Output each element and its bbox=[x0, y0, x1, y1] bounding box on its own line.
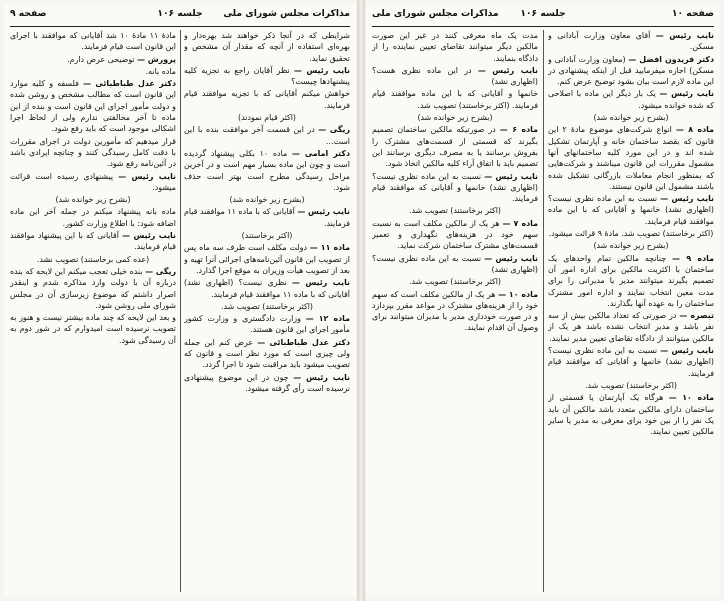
paragraph-text: در صورتی که تعداد مالکین بیش از سه نفر باشد و مدیر انتخاب نشده باشد هر یک از مالکین میتوانند از دادگاه تقاضای تعیین مدیر نمایند. bbox=[548, 311, 714, 343]
speaker-name: ریگی — bbox=[145, 266, 176, 276]
article-title: ماده ۶ — bbox=[499, 125, 538, 135]
book-gutter bbox=[357, 0, 365, 601]
speaker-name: نایب رئیس — bbox=[297, 207, 350, 217]
procedural-note: (اکثر برخاستند) تصویب شد. bbox=[408, 206, 502, 216]
paragraph-text: چون در این موضوع پیشنهادی نرسیده است رأی گرفته میشود. bbox=[184, 372, 350, 393]
procedural-note: (اکثر برخاستند) تصویب شد. bbox=[220, 301, 314, 311]
speech-paragraph bbox=[372, 253, 538, 276]
speech-paragraph bbox=[10, 78, 176, 134]
speaker-name: نایب رئیس — bbox=[655, 31, 714, 40]
right-page-columns bbox=[372, 30, 714, 592]
article-title: ماده ۸ — bbox=[676, 125, 714, 135]
article-paragraph bbox=[184, 313, 350, 336]
paragraph-text: وزارت دادگستری و وزارت کشور مأمور اجرای این قانون هستند. bbox=[184, 314, 350, 335]
speech-paragraph bbox=[548, 88, 714, 111]
article-title: ماده ۱۲ — bbox=[305, 314, 350, 324]
speech-paragraph bbox=[10, 171, 176, 194]
body-paragraph: شرایطی که در آنجا ذکر خواهند شد بهره‌دار و بهره‌ای استفاده از آنچه که مقدار آن مشخص و تحقیق نماید. bbox=[184, 31, 350, 63]
text-column-left bbox=[372, 30, 538, 592]
paragraph-text: پیشنهادی رسیده است قرائت میشود. bbox=[10, 171, 176, 192]
paragraph-text: نسبت به این ماده نظری نیست؟ (اظهاری نشد) خانمها و آقایانی که موافقند قیام فرمایند. bbox=[548, 346, 714, 378]
paragraph-text: نظری نیست؟ (اظهاری نشد) آقایانی که با ماده ۱۱ موافقند قیام فرمایند. bbox=[184, 278, 350, 299]
speaker-name: نایب رئیس — bbox=[484, 171, 538, 181]
procedural-note: (اکثر برخاستند) تصویب شد. bbox=[584, 380, 678, 390]
session-number: جلسه ۱۰۶ bbox=[157, 8, 203, 19]
procedural-note: (بشرح زیر خوانده شد) bbox=[593, 113, 669, 123]
article-paragraph bbox=[372, 218, 538, 252]
paragraph-text: نظر آقایان راجع به تجزیه کلیه پیشنهادها چیست؟ bbox=[184, 65, 350, 87]
article-paragraph bbox=[372, 289, 538, 334]
paragraph-text: انواع شرکت‌های موضوع مادهٔ ۲ این قانون که بقصد ساختمان خانه و آپارتمان تشکیل شده اند و در این مورد کلیه ساختمانهای آنها مشمول مقررات این قانون میباشند و شرکت‌هایی که بمنظور انجام معاملات بازرگانی تشکیل شده باشند مشمول این قانون نیستند. bbox=[548, 125, 714, 191]
paragraph-text: هر یک از مالکین مکلف است به نسبت سهم خود در هزینه‌های نگهداری و تعمیر قسمت‌های مشترک ساختمان شرکت نماید. bbox=[372, 218, 538, 251]
speech-paragraph bbox=[10, 230, 176, 253]
procedural-note: (بشرح زیر خوانده شد) bbox=[417, 113, 493, 123]
speaker-name: نایب رئیس — bbox=[659, 89, 714, 99]
speech-paragraph bbox=[548, 30, 714, 53]
speech-paragraph bbox=[184, 337, 350, 371]
speaker-name: نایب رئیس — bbox=[293, 372, 350, 382]
article-title: ماده ۹ — bbox=[672, 253, 714, 263]
article-paragraph bbox=[184, 242, 350, 276]
right-page bbox=[366, 4, 720, 596]
paragraph-text: ماده ۱۰ بکلی پیشنهاد گردیده است و چون این ماده بسیار مهم است و در آخرین مراحل رسیدگی مطرح است بهتر است حذف شود. bbox=[184, 148, 350, 192]
speech-paragraph bbox=[10, 54, 176, 65]
session-number: جلسه ۱۰۶ bbox=[520, 8, 566, 19]
speech-paragraph bbox=[184, 65, 350, 88]
speaker-name: دکتر عدل طباطبائی — bbox=[83, 79, 176, 89]
right-page-header bbox=[372, 8, 714, 24]
left-page-columns bbox=[10, 30, 350, 592]
procedural-note: (اکثر برخاستند) تصویب شد. bbox=[408, 277, 502, 287]
paragraph-text: هر یک از مالکین مکلف است که سهم خود را از هزینه‌های مشترک در مواعد مقرر بپردازد و در صورت خودداری مدیر یا مدیران میتوانند برای وصول آن اقدام نمایند. bbox=[372, 289, 538, 333]
page-number: صفحه ۹ bbox=[10, 8, 47, 19]
paragraph-text: دولت مکلف است طرف سه ماه پس از تصویب این قانون آئین‌نامه‌های اجرائی آنرا تهیه و بعد از تصویب هیأت وزیران به موقع اجرا گذارد. bbox=[184, 243, 350, 275]
paragraph-text: آقایانی که با ماده ۱۱ موافقند قیام فرمایند. bbox=[184, 207, 350, 228]
speaker-name: نایب رئیس — bbox=[293, 65, 350, 75]
column-divider bbox=[180, 30, 181, 592]
article-title: تبصره — bbox=[679, 311, 714, 321]
article-title: ماده ۱۰ — bbox=[498, 289, 538, 299]
speech-paragraph bbox=[184, 148, 350, 193]
speech-paragraph bbox=[184, 124, 350, 147]
speaker-name: دکتر عدل طباطبائی — bbox=[257, 337, 350, 347]
header-rule bbox=[10, 26, 350, 27]
speaker-name: نایب رئیس — bbox=[484, 253, 538, 263]
paragraph-text: توضیحی عرض دارم. bbox=[67, 54, 135, 64]
speaker-name: نایب رئیس — bbox=[118, 171, 176, 181]
page-number: صفحه ۱۰ bbox=[671, 8, 714, 19]
article-paragraph bbox=[548, 392, 714, 437]
paragraph-text: نسبت به این ماده نظری نیست؟ (اظهاری نشد) bbox=[372, 253, 538, 274]
procedural-note: (بشرح زیر خوانده شد) bbox=[593, 241, 669, 251]
speech-paragraph bbox=[372, 171, 538, 205]
body-paragraph: قرار میدهیم که مأمورین دولت در اجرای مقررات با دقت کامل رسیدگی کنند و چنانچه ایرادی باشد در آئین‌نامه رفع شود. bbox=[10, 136, 176, 169]
paragraph-text: در این ماده نظری هست؟ (اظهاری نشد) bbox=[372, 65, 538, 87]
paragraph-text: بنده خیلی تعجب میکنم این لایحه که بنده درباره آن با دولت وارد مذاکره شدم و اینقدر اصرار داشتم که موضوع زیرسازی آن در مجلس شورای ملی روشن شود. bbox=[10, 266, 176, 310]
text-column-right bbox=[548, 30, 714, 592]
speech-paragraph bbox=[548, 193, 714, 227]
left-page bbox=[4, 4, 356, 596]
left-page-header bbox=[10, 8, 350, 24]
text-column-right bbox=[184, 30, 350, 592]
body-paragraph: و بعد این لایحه که چند ماده بیشتر نیست و هنوز به تصویب نرسیده است امیدوارم که در شور دوم به آن رسیدگی شود. bbox=[10, 313, 176, 345]
article-paragraph bbox=[548, 253, 714, 309]
speaker-name: پرورش — bbox=[137, 54, 176, 64]
procedural-note: (اکثر برخاستند) bbox=[241, 231, 293, 241]
speech-paragraph bbox=[372, 65, 538, 88]
paragraph-text: عرض کنم این جمله ولی چیزی است که مورد نظر است و قانون که تصویب میشود باید مراقبت شود تا اجرا گردد. bbox=[184, 337, 350, 370]
paragraph-text: یک بار دیگر این ماده با اصلاحی که شده خوانده میشود. bbox=[548, 89, 714, 110]
paragraph-text: آقای معاون وزارت آبادانی و مسکن. bbox=[548, 31, 714, 52]
paragraph-text: (معاون وزارت آبادانی و مسکن) اجازه میفرمایید قبل از اینکه پیشنهادی در این ماده لازم است بیان بشود توضیح عرض کنم. bbox=[548, 54, 714, 87]
speaker-name: نایب رئیس — bbox=[660, 194, 714, 204]
paragraph-text: فلسفه و کلیه موارد این قانون است که مطالب مشخص و روشن شده و دولت مأمور اجرای این قانون است و بنده از این ماده تا آخر مخالفتی ندارم ولی از لحاظ اجرا اشکالی موجود است که باید رفع شود. bbox=[10, 79, 176, 134]
speech-paragraph bbox=[548, 54, 714, 88]
speech-paragraph bbox=[548, 345, 714, 379]
body-paragraph: خواهش میکنم آقایانی که با تجزیه موافقند قیام فرمایند. bbox=[184, 89, 350, 110]
paragraph-text: نسبت به این ماده نظری نیست؟ (اظهاری نشد) خانمها و آقایانی که موافقند قیام فرمایند. bbox=[372, 171, 538, 204]
paragraph-text: در صورتیکه مالکین ساختمان تصمیم بگیرند که قسمتی از قسمت‌های مشترک را بفروش برسانند یا به مصرف دیگری برسانند این تصمیم باید با اتفاق آراء کلیه مالکین اتخاذ شود. bbox=[372, 125, 538, 169]
procedural-note: (اکثر قیام نمودند) bbox=[238, 113, 296, 123]
speech-paragraph bbox=[184, 206, 350, 229]
speech-paragraph bbox=[184, 372, 350, 395]
body-paragraph: مدت یک ماه معرفی کنند در غیر این صورت مالکین دیگر میتوانند تقاضای تعیین نماینده را از دادگاه بنمایند. bbox=[372, 31, 538, 63]
procedural-note: (بشرح زیر خوانده شد) bbox=[229, 195, 305, 205]
article-paragraph bbox=[372, 124, 538, 169]
body-paragraph: خانمها و آقایانی که با این ماده موافقند قیام فرمایند. (اکثر برخاستند) تصویب شد. bbox=[372, 89, 538, 110]
running-title: مذاکرات مجلس شورای ملی bbox=[372, 8, 499, 19]
column-divider bbox=[543, 30, 544, 592]
speech-paragraph bbox=[10, 266, 176, 311]
body-paragraph: ماده بانه پیشنهاد میکنم در جمله آخر این ماده اضافه شود: با اطلاع وزارت کشور. bbox=[10, 207, 176, 228]
procedural-note: (عده کمی برخاستند) تصویب نشد. bbox=[36, 254, 150, 264]
body-paragraph: ماده بانه. bbox=[145, 66, 176, 76]
speaker-name: نایب رئیس — bbox=[291, 278, 350, 288]
paragraph-text: در این قسمت آخر موافقت بنده با این است... bbox=[184, 125, 350, 146]
article-title: ماده ۱۱ — bbox=[309, 243, 350, 253]
speaker-name: نایب رئیس — bbox=[477, 65, 538, 75]
paragraph-text: آقایانی که با این پیشنهاد موافقند قیام فرمایند. bbox=[10, 231, 176, 252]
speaker-name: نایب رئیس — bbox=[660, 346, 714, 356]
body-paragraph: مادهٔ ۱۱ مادهٔ ۱۰ شد آقایانی که موافقند با اجرای این قانون است قیام فرمایند. bbox=[10, 31, 176, 52]
paragraph-text: نسبت به این ماده نظری نیست؟ (اظهاری نشد) خانمها و آقایانی که با این ماده موافقند قیام فرمایند. bbox=[548, 194, 714, 226]
article-title: ماده ۱۰ — bbox=[668, 393, 714, 403]
speaker-name: ریگی — bbox=[318, 125, 350, 135]
paragraph-text: هرگاه یک آپارتمان یا قسمتی از ساختمان دارای مالکین متعدد باشد مالکین آن باید یک نفر را از بین خود برای معرفی به مدیر یا سایر مالکین تعیین نمایند. bbox=[548, 393, 714, 437]
procedural-note: (اکثر برخاستند) تصویب شد. مادهٔ ۹ قرائت میشود. bbox=[548, 229, 714, 239]
article-paragraph bbox=[548, 310, 714, 344]
procedural-note: (بشرح زیر خوانده شد) bbox=[55, 195, 131, 205]
paragraph-text: چنانچه مالکین تمام واحدهای یک ساختمان با اکثریت مالکین برای اداره امور آن تصمیم بگیرند میتوانند مدیر یا مدیرانی را برای مدت معین انتخاب نمایند و اداره امور مشترک ساختمان را به عهده آنها بگذارند. bbox=[548, 253, 714, 308]
article-paragraph bbox=[548, 124, 714, 192]
speech-paragraph bbox=[184, 277, 350, 300]
speaker-name: دکتر فریدون افضل — bbox=[628, 54, 714, 64]
text-column-left bbox=[10, 30, 176, 592]
article-title: ماده ۷ — bbox=[502, 218, 538, 228]
speaker-name: نایب رئیس — bbox=[122, 231, 176, 241]
running-title: مذاکرات مجلس شورای ملی bbox=[223, 8, 350, 19]
speaker-name: دکتر امامی — bbox=[291, 148, 350, 158]
header-rule bbox=[372, 26, 714, 27]
